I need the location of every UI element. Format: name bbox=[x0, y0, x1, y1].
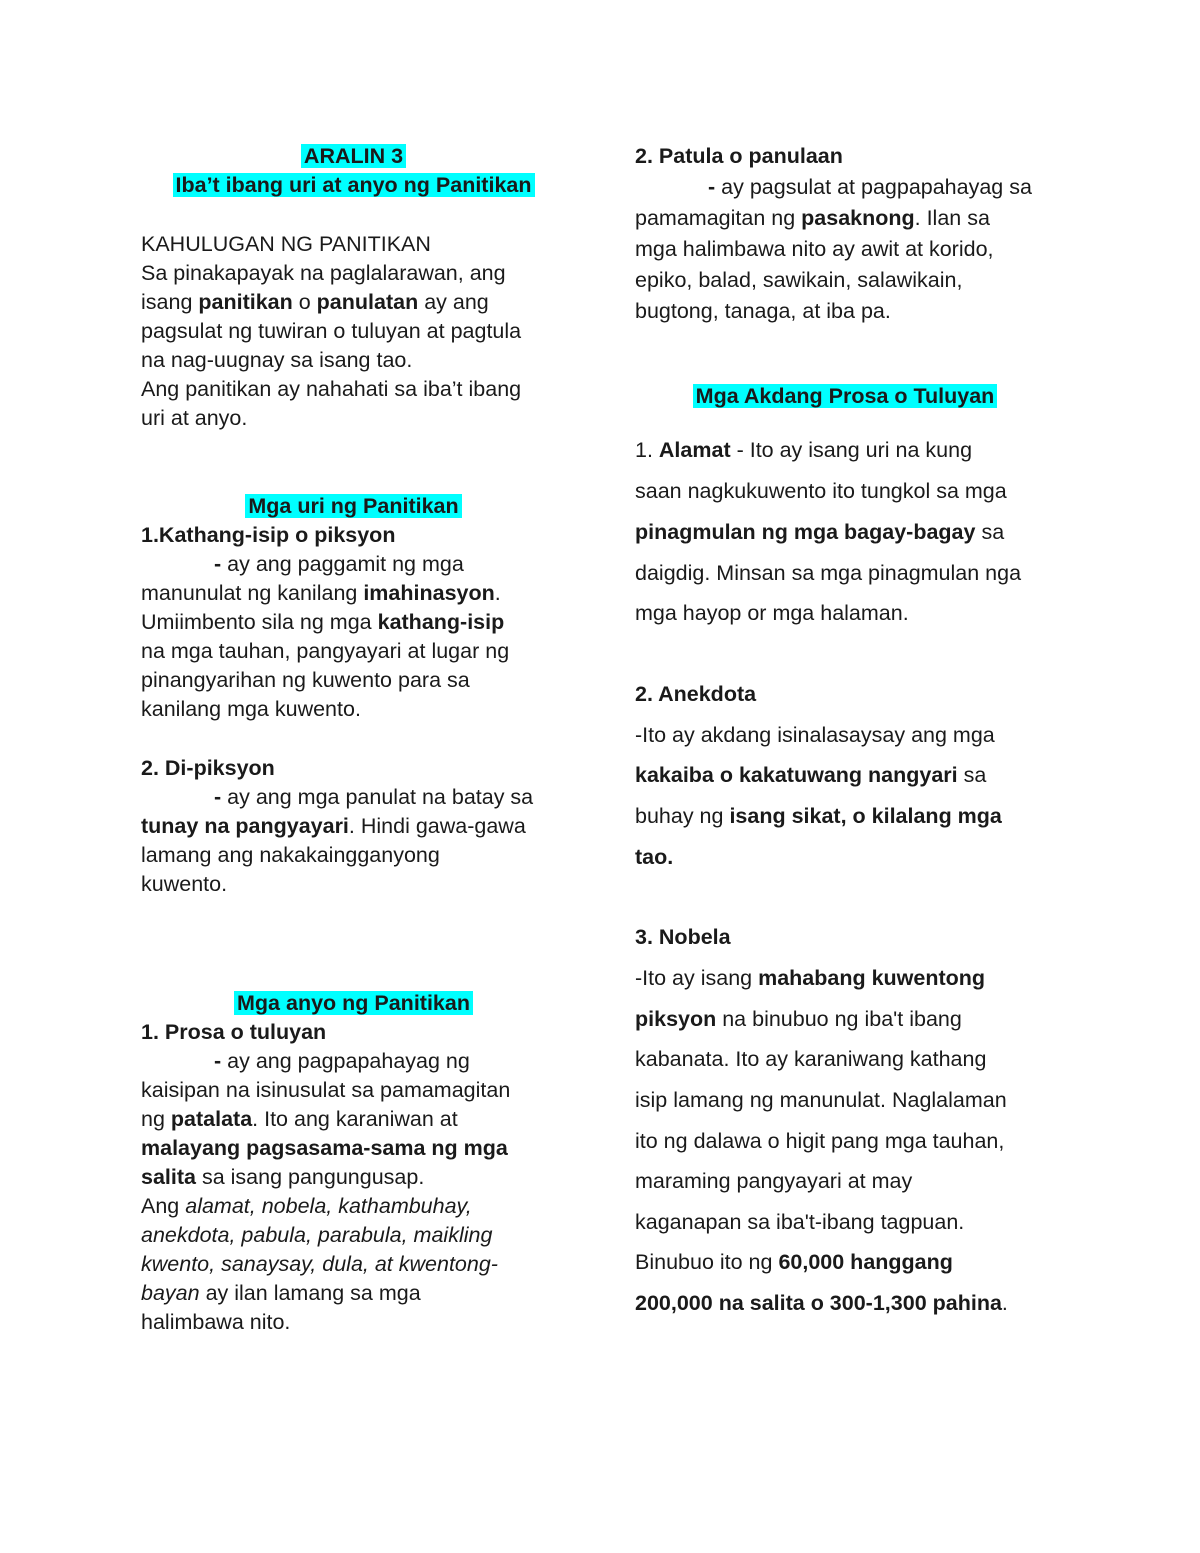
nobela-line: kabanata. Ito ay karaniwang kathang bbox=[635, 1047, 987, 1071]
anyo1-line: ng patalata. Ito ang karaniwan at bbox=[141, 1107, 458, 1131]
uri2-line: lamang ang nakakaingganyong bbox=[141, 843, 440, 867]
anyo-heading: Mga anyo ng Panitikan bbox=[141, 990, 566, 1016]
nobela-line: kaganapan sa iba't-ibang tagpuan. bbox=[635, 1210, 965, 1234]
anyo1-line: kwento, sanaysay, dula, at kwentong- bbox=[141, 1252, 498, 1276]
lesson-title: ARALIN 3 bbox=[141, 143, 566, 169]
anekdota-line: -Ito ay akdang isinalasaysay ang mga bbox=[635, 723, 995, 747]
uri1-line: Umiimbento sila ng mga kathang-isip bbox=[141, 610, 505, 634]
definition-line: Sa pinakapayak na paglalarawan, ang bbox=[141, 261, 506, 285]
uri2-line: tunay na pangyayari. Hindi gawa-gawa bbox=[141, 814, 526, 838]
patula-line: - ay pagsulat at pagpapahayag sa bbox=[708, 175, 1032, 199]
nobela-line: 200,000 na salita o 300-1,300 pahina. bbox=[635, 1291, 1008, 1315]
nobela-line: isip lamang ng manunulat. Naglalaman bbox=[635, 1088, 1007, 1112]
alamat-line: mga hayop or mga halaman. bbox=[635, 601, 909, 625]
anekdota-line: buhay ng isang sikat, o kilalang mga bbox=[635, 804, 1002, 828]
definition-line: isang panitikan o panulatan ay ang bbox=[141, 290, 489, 314]
patula-line: epiko, balad, sawikain, salawikain, bbox=[635, 268, 963, 292]
lesson-subtitle: Iba’t ibang uri at anyo ng Panitikan bbox=[141, 172, 566, 198]
anyo1-line: bayan ay ilan lamang sa mga bbox=[141, 1281, 421, 1305]
uri1-line: kanilang mga kuwento. bbox=[141, 697, 361, 721]
nobela-line: Binubuo ito ng 60,000 hanggang bbox=[635, 1250, 953, 1274]
nobela-line: maraming pangyayari at may bbox=[635, 1169, 913, 1193]
uri1-line: pinangyarihan ng kuwento para sa bbox=[141, 668, 470, 692]
anyo1-line: halimbawa nito. bbox=[141, 1310, 291, 1334]
anyo1-line: anekdota, pabula, parabula, maikling bbox=[141, 1223, 493, 1247]
prosa-heading: Mga Akdang Prosa o Tuluyan bbox=[635, 383, 1055, 409]
definition-heading: KAHULUGAN NG PANITIKAN bbox=[141, 232, 431, 256]
anekdota-line: tao. bbox=[635, 845, 674, 869]
patula-line: bugtong, tanaga, at iba pa. bbox=[635, 299, 891, 323]
alamat-line: pinagmulan ng mga bagay-bagay sa bbox=[635, 520, 1005, 544]
anyo1-title: 1. Prosa o tuluyan bbox=[141, 1020, 327, 1044]
anyo1-line: malayang pagsasama-sama ng mga bbox=[141, 1136, 508, 1160]
uri2-title: 2. Di-piksyon bbox=[141, 756, 275, 780]
patula-title: 2. Patula o panulaan bbox=[635, 144, 843, 168]
uri1-line: manunulat ng kanilang imahinasyon. bbox=[141, 581, 501, 605]
uri1-title: 1.Kathang-isip o piksyon bbox=[141, 523, 396, 547]
patula-line: pamamagitan ng pasaknong. Ilan sa bbox=[635, 206, 990, 230]
uri1-line: na mga tauhan, pangyayari at lugar ng bbox=[141, 639, 510, 663]
anyo1-line: - ay ang pagpapahayag ng bbox=[214, 1049, 470, 1073]
anekdota-line: kakaiba o kakatuwang nangyari sa bbox=[635, 763, 987, 787]
nobela-title: 3. Nobela bbox=[635, 925, 731, 949]
definition-line: uri at anyo. bbox=[141, 406, 248, 430]
alamat-line: saan nagkukuwento ito tungkol sa mga bbox=[635, 479, 1007, 503]
patula-line: mga halimbawa nito ay awit at korido, bbox=[635, 237, 994, 261]
anyo1-line: kaisipan na isinusulat sa pamamagitan bbox=[141, 1078, 511, 1102]
alamat-line: 1. Alamat - Ito ay isang uri na kung bbox=[635, 438, 973, 462]
nobela-line: piksyon na binubuo ng iba't ibang bbox=[635, 1007, 962, 1031]
nobela-line: ito ng dalawa o higit pang mga tauhan, bbox=[635, 1129, 1005, 1153]
alamat-line: daigdig. Minsan sa mga pinagmulan nga bbox=[635, 561, 1022, 585]
definition-line: Ang panitikan ay nahahati sa iba’t ibang bbox=[141, 377, 522, 401]
uri2-line: kuwento. bbox=[141, 872, 228, 896]
anyo1-line: salita sa isang pangungusap. bbox=[141, 1165, 425, 1189]
anekdota-title: 2. Anekdota bbox=[635, 682, 757, 706]
uri2-line: - ay ang mga panulat na batay sa bbox=[214, 785, 534, 809]
uri1-line: - ay ang paggamit ng mga bbox=[214, 552, 464, 576]
uri-heading: Mga uri ng Panitikan bbox=[141, 493, 566, 519]
nobela-line: -Ito ay isang mahabang kuwentong bbox=[635, 966, 986, 990]
anyo1-line: Ang alamat, nobela, kathambuhay, bbox=[141, 1194, 472, 1218]
definition-line: na nag-uugnay sa isang tao. bbox=[141, 348, 413, 372]
definition-line: pagsulat ng tuwiran o tuluyan at pagtula bbox=[141, 319, 522, 343]
